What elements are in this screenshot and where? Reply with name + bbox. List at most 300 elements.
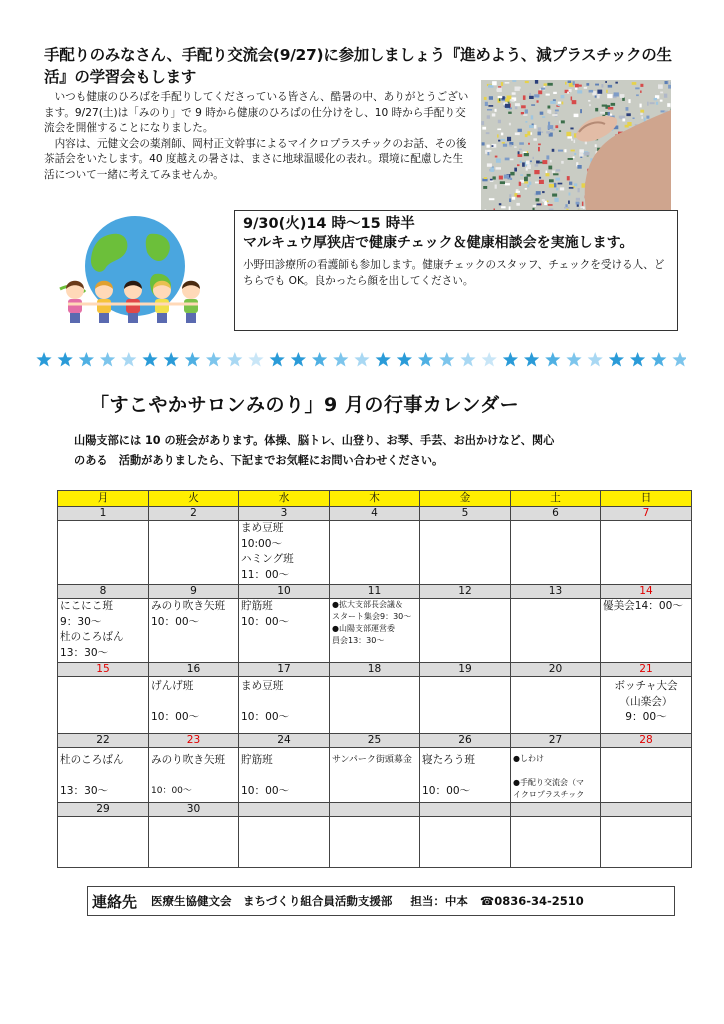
child-body	[126, 299, 140, 313]
plastic-grain	[522, 162, 525, 166]
plastic-grain	[615, 82, 618, 84]
calendar-day-cell	[149, 677, 239, 734]
calendar-day-cell	[511, 817, 601, 868]
plastic-grain	[531, 115, 534, 119]
plastic-grain	[577, 204, 579, 206]
child-legs	[99, 313, 109, 323]
plastic-grain	[548, 106, 551, 109]
plastic-grain	[487, 109, 492, 111]
calendar-day-cell	[239, 817, 330, 868]
plastic-grain	[484, 97, 487, 100]
star-shape	[503, 352, 518, 367]
calendar-day-cell	[601, 521, 692, 585]
plastic-grain	[515, 103, 520, 106]
plastic-grain	[578, 188, 580, 192]
event-row	[58, 599, 692, 663]
contact-person: 担当：中本	[410, 894, 468, 908]
date-number	[330, 803, 420, 817]
plastic-grain	[584, 152, 589, 156]
plastic-grain	[576, 198, 580, 201]
calendar-entry: スタート集会9：30～	[332, 612, 412, 621]
calendar-entry: 貯筋班	[241, 600, 273, 612]
calendar-entry: 優美会14：00～	[603, 600, 683, 612]
event-note: 小野田診療所の看護師も参加します。健康チェックのスタッフ、チェックを受ける人、どちらでも OK。良かったら顔を出してください。	[243, 259, 665, 287]
plastic-grain	[595, 144, 597, 147]
plastic-grain	[529, 96, 534, 99]
calendar-entry: 9：30～	[60, 615, 102, 628]
calendar-entry: 10：00～	[151, 711, 200, 723]
calendar-entry: みのり吹き矢班	[151, 754, 226, 766]
plastic-grain	[505, 158, 510, 161]
date-number: 1	[58, 507, 149, 521]
star-shape	[58, 352, 73, 367]
plastic-grain	[510, 172, 514, 176]
plastic-grain	[567, 176, 570, 180]
date-number: 16	[149, 663, 239, 677]
plastic-grain	[535, 164, 539, 167]
plastic-grain	[487, 115, 490, 119]
plastic-grain	[489, 198, 495, 200]
star-shape	[482, 352, 497, 367]
calendar-day-cell	[511, 521, 601, 585]
weekday-header: 日	[601, 491, 692, 507]
calendar-entry: 13：30～	[60, 785, 109, 797]
plastic-grain	[636, 94, 639, 96]
plastic-grain	[549, 179, 554, 182]
plastic-grain	[536, 191, 541, 195]
plastic-grain	[558, 183, 563, 185]
calendar-day-cell	[239, 599, 330, 663]
star-shape	[651, 352, 666, 367]
plastic-grain	[538, 147, 540, 151]
plastic-grain	[640, 84, 643, 87]
calendar-day-cell	[601, 748, 692, 803]
plastic-grain	[529, 125, 534, 128]
calendar-entry: 貯筋班	[241, 754, 273, 766]
calendar-day-cell	[420, 748, 511, 803]
date-number: 25	[330, 734, 420, 748]
plastic-grain	[640, 110, 644, 113]
date-number: 11	[330, 585, 420, 599]
calendar-entry: 10：00～	[241, 615, 290, 628]
calendar-day-cell	[330, 817, 420, 868]
plastic-grain	[589, 104, 591, 106]
calendar-entry: ●手配り交流会（マ	[513, 778, 584, 787]
plastic-grain	[520, 161, 522, 163]
calendar-day-cell	[58, 748, 149, 803]
plastic-grain	[516, 87, 521, 89]
date-number: 8	[58, 585, 149, 599]
plastic-grain	[495, 156, 498, 158]
plastic-grain	[525, 109, 528, 113]
plastic-grain	[582, 202, 584, 206]
calendar-entry: 杜のころばん	[60, 631, 124, 643]
plastic-grain	[487, 145, 490, 148]
plastic-grain	[549, 184, 554, 188]
plastic-grain	[640, 113, 643, 115]
date-number: 15	[58, 663, 149, 677]
calendar-description-line-1: 山陽支部には 10 の班会があります。体操、脳トレ、山登り、お琴、手芸、お出かけなど、関心	[74, 434, 555, 447]
plastic-grain	[523, 152, 527, 154]
plastic-grain	[521, 112, 524, 114]
calendar-entry	[241, 769, 327, 785]
plastic-grain	[555, 178, 560, 181]
plastic-grain	[611, 103, 616, 106]
calendar-day-cell	[420, 599, 511, 663]
plastic-grain	[566, 132, 571, 137]
plastic-grain	[492, 113, 496, 116]
plastic-grain	[574, 140, 576, 143]
star-shape	[291, 352, 306, 367]
intro-para-2: 内容は、元健文会の薬剤師、岡村正文幹事によるマイクロプラスチックのお話、その後茶話会をいたします。40 度越えの暑さは、まさに地球温暖化の表れ。環境に配慮した生活について一緒に考えてみませんか。	[44, 137, 467, 181]
plastic-grain	[552, 149, 555, 152]
plastic-grain	[547, 110, 550, 113]
plastic-grain	[533, 205, 536, 207]
plastic-grain	[568, 158, 573, 160]
plastic-grain	[534, 170, 539, 174]
plastic-grain	[595, 84, 599, 86]
plastic-grain	[526, 161, 530, 165]
plastic-grain	[481, 121, 484, 125]
plastic-grain	[514, 146, 517, 148]
plastic-grain	[579, 85, 582, 87]
plastic-grain	[656, 102, 658, 105]
child-body	[184, 299, 198, 313]
plastic-grain	[505, 99, 509, 102]
plastic-grain	[607, 94, 612, 98]
plastic-grain	[626, 113, 630, 116]
plastic-grain	[519, 182, 521, 186]
plastic-grain	[608, 112, 610, 116]
child-legs	[186, 313, 196, 323]
plastic-grain	[571, 139, 573, 141]
plastic-grain	[640, 91, 642, 93]
date-number: 5	[420, 507, 511, 521]
plastic-grain	[524, 181, 528, 183]
plastic-grain	[628, 99, 630, 103]
plastic-grain	[589, 90, 594, 93]
plastic-grain	[519, 142, 524, 145]
star-shape	[36, 352, 51, 367]
plastic-grain	[559, 130, 561, 132]
plastic-grain	[512, 197, 516, 200]
calendar-day-cell	[601, 817, 692, 868]
calendar-day-cell	[601, 677, 692, 734]
date-row	[58, 585, 692, 599]
calendar-entry: イクロプラスチック	[513, 790, 585, 799]
plastic-grain	[555, 110, 559, 112]
plastic-grain	[573, 156, 575, 158]
calendar-entry: ●拡大支部長会議＆	[332, 600, 403, 609]
calendar-entry: ●山陽支部運営委	[332, 624, 395, 633]
plastic-grain	[552, 171, 555, 174]
event-title: 9/30(火)14 時～15 時半	[243, 216, 415, 232]
plastic-grain	[509, 178, 511, 180]
plastic-grain	[525, 188, 527, 190]
star-shape	[142, 352, 157, 367]
calendar-day-cell	[239, 521, 330, 585]
calendar-day-cell	[58, 817, 149, 868]
plastic-grain	[548, 166, 552, 170]
plastic-grain	[571, 97, 573, 101]
plastic-grain	[641, 116, 643, 119]
plastic-grain	[547, 83, 552, 86]
plastic-grain	[554, 198, 558, 202]
plastic-grain	[531, 104, 535, 106]
microplastic-photo	[481, 80, 671, 210]
plastic-grain	[588, 100, 590, 102]
plastic-grain	[546, 94, 550, 96]
plastic-grain	[497, 129, 501, 131]
plastic-grain	[664, 94, 667, 98]
calendar-day-cell	[330, 599, 420, 663]
plastic-grain	[537, 100, 539, 102]
event-calendar	[57, 490, 692, 868]
plastic-grain	[574, 153, 576, 155]
star-shape	[121, 352, 136, 367]
plastic-grain	[498, 140, 500, 142]
plastic-grain	[575, 84, 579, 88]
plastic-grain	[574, 114, 579, 117]
plastic-grain	[535, 182, 539, 184]
plastic-grain	[622, 118, 625, 121]
plastic-grain	[553, 173, 558, 175]
plastic-grain	[658, 84, 663, 88]
weekday-header: 火	[149, 491, 239, 507]
plastic-grain	[538, 90, 542, 94]
child-legs	[70, 313, 80, 323]
star-shape	[248, 352, 263, 367]
plastic-grain	[487, 152, 489, 155]
star-shape	[185, 352, 200, 367]
plastic-grain	[569, 187, 574, 189]
plastic-grain	[614, 92, 619, 96]
plastic-grain	[525, 121, 527, 123]
plastic-grain	[504, 175, 509, 179]
calendar-entry	[151, 695, 236, 711]
date-number: 28	[601, 734, 692, 748]
calendar-entry: 寝たろう班	[422, 754, 475, 766]
plastic-grain	[509, 194, 511, 197]
plastic-grain	[523, 95, 526, 100]
calendar-entry: 10：00～	[422, 785, 471, 797]
star-shape	[397, 352, 412, 367]
plastic-grain	[646, 116, 649, 119]
plastic-grain	[486, 132, 490, 134]
plastic-grain	[632, 82, 637, 85]
calendar-entry: 10：00～	[241, 785, 290, 797]
star-shape	[354, 352, 369, 367]
weekday-header: 水	[239, 491, 330, 507]
plastic-grain	[558, 105, 560, 107]
plastic-grain	[561, 120, 565, 123]
calendar-entry	[151, 769, 236, 785]
plastic-grain	[538, 144, 541, 146]
weekday-header: 月	[58, 491, 149, 507]
plastic-grain	[528, 143, 530, 145]
plastic-grain	[520, 174, 523, 176]
plastic-grain	[525, 134, 528, 137]
calendar-day-cell	[330, 521, 420, 585]
date-number	[601, 803, 692, 817]
calendar-entry	[422, 769, 508, 785]
date-number: 6	[511, 507, 601, 521]
plastic-grain	[487, 163, 492, 166]
plastic-grain	[496, 167, 502, 169]
calendar-entry: まめ豆班	[241, 522, 284, 534]
plastic-grain	[647, 102, 649, 106]
plastic-grain	[579, 149, 584, 153]
date-number: 18	[330, 663, 420, 677]
plastic-grain	[620, 94, 625, 98]
date-row	[58, 507, 692, 521]
plastic-grain	[493, 176, 496, 179]
plastic-grain	[552, 194, 557, 197]
date-row	[58, 734, 692, 748]
calendar-entry	[60, 769, 146, 785]
plastic-grain	[505, 104, 510, 108]
plastic-grain	[551, 129, 555, 131]
plastic-grain	[527, 165, 530, 169]
plastic-grain	[600, 112, 605, 114]
weekday-header: 土	[511, 491, 601, 507]
plastic-grain	[573, 81, 575, 85]
star-shape	[524, 352, 539, 367]
event-row	[58, 677, 692, 734]
date-number: 29	[58, 803, 149, 817]
calendar-entry: まめ豆班	[241, 680, 284, 692]
plastic-grain	[543, 199, 545, 202]
plastic-grain	[548, 125, 553, 129]
calendar-entry: ハミング班	[241, 553, 294, 565]
plastic-grain	[485, 102, 488, 106]
plastic-grain	[500, 181, 505, 184]
plastic-grain	[546, 131, 550, 134]
intro-para-1: いつも健康のひろばを手配りしてくださっている皆さん、酷暑の中、ありがとうございます。9/27(土)は「みのり」で 9 時から健康のひろばの仕分けをし、10 時から手配り交流会を開催することになりました。	[44, 91, 469, 134]
date-number: 17	[239, 663, 330, 677]
calendar-entry: 員会13：30～	[332, 636, 385, 645]
calendar-day-cell	[149, 599, 239, 663]
event-row	[58, 748, 692, 803]
plastic-grain	[564, 207, 569, 209]
date-row	[58, 803, 692, 817]
plastic-grain	[489, 96, 493, 100]
plastic-grain	[488, 150, 492, 152]
plastic-grain	[606, 90, 608, 93]
calendar-day-cell	[239, 748, 330, 803]
calendar-day-cell	[58, 677, 149, 734]
calendar-day-cell	[511, 748, 601, 803]
calendar-description-line-2: のある 活動がありましたら、下記までお気軽にお問い合わせください。	[74, 454, 444, 467]
child-body	[97, 299, 111, 313]
plastic-grain	[484, 177, 487, 179]
calendar-day-cell	[420, 521, 511, 585]
star-shape	[588, 352, 603, 367]
plastic-grain	[579, 153, 583, 157]
calendar-entry: ●しわけ	[513, 754, 544, 763]
plastic-grain	[516, 191, 520, 193]
date-number: 19	[420, 663, 511, 677]
star-shape	[376, 352, 391, 367]
plastic-grain	[601, 84, 603, 88]
plastic-grain	[508, 112, 512, 114]
plastic-grain	[534, 94, 539, 97]
calendar-entry: みのり吹き矢班	[151, 600, 226, 612]
calendar-day-cell	[330, 748, 420, 803]
star-shape	[333, 352, 348, 367]
plastic-grain	[536, 198, 540, 201]
plastic-grain	[560, 187, 564, 190]
calendar-entry: （山楽会）	[619, 695, 673, 708]
plastic-grain	[497, 134, 499, 137]
plastic-grain	[635, 87, 639, 89]
date-number: 3	[239, 507, 330, 521]
star-shape	[439, 352, 454, 367]
plastic-grain	[515, 133, 520, 136]
plastic-grain	[516, 203, 520, 206]
calendar-day-cell	[149, 817, 239, 868]
plastic-grain	[640, 104, 642, 108]
plastic-grain	[524, 177, 528, 181]
plastic-grain	[539, 177, 541, 179]
plastic-grain	[499, 176, 503, 180]
calendar-entry: サンパーク街頭募金	[332, 755, 412, 765]
plastic-grain	[530, 161, 532, 163]
plastic-grain	[605, 81, 607, 83]
contact-organization: 医療生協健文会 まちづくり組合員活動支援部	[151, 894, 393, 908]
plastic-grain	[524, 153, 529, 156]
calendar-day-cell	[511, 599, 601, 663]
intro-text	[44, 90, 472, 183]
headline: 手配りのみなさん、手配り交流会(9/27)に参加しましょう『進めよう、減プラスチックの生活』の学習会もします	[44, 46, 672, 86]
event-row	[58, 817, 692, 868]
plastic-grain	[548, 204, 553, 206]
plastic-grain	[518, 151, 520, 154]
calendar-day-cell	[149, 748, 239, 803]
calendar-entry: げんげ班	[151, 680, 194, 692]
event-row	[58, 521, 692, 585]
plastic-grain	[597, 90, 602, 94]
plastic-grain	[519, 149, 522, 151]
plastic-grain	[554, 183, 557, 187]
star-shape	[164, 352, 179, 367]
date-number: 2	[149, 507, 239, 521]
plastic-grain	[517, 195, 521, 198]
plastic-grain	[565, 82, 567, 85]
star-shape	[418, 352, 433, 367]
plastic-grain	[537, 204, 542, 206]
calendar-entry	[513, 765, 598, 777]
plastic-grain	[501, 82, 503, 86]
plastic-grain	[509, 123, 511, 126]
plastic-grain	[561, 95, 565, 98]
plastic-grain	[660, 92, 663, 94]
plastic-grain	[564, 149, 566, 152]
plastic-grain	[521, 105, 526, 108]
child-body	[155, 299, 169, 313]
date-number	[511, 803, 601, 817]
plastic-grain	[597, 96, 600, 99]
date-number: 30	[149, 803, 239, 817]
event-box	[234, 210, 678, 331]
star-shape	[270, 352, 285, 367]
plastic-grain	[602, 105, 607, 107]
plastic-grain	[595, 108, 598, 112]
plastic-grain	[501, 139, 506, 141]
plastic-grain	[558, 102, 561, 104]
plastic-grain	[510, 159, 514, 161]
plastic-grain	[568, 81, 572, 83]
